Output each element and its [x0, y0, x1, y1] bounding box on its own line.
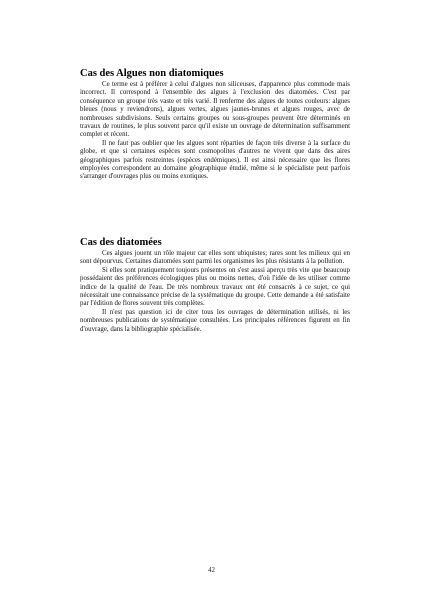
paragraph: Ces algues jouent un rôle majeur car elles sont ubiquistes; rares sont les milieux qui en sont dépourvus. Certaines diatomées sont parmi les organismes les plus résistants à la pollution.: [80, 250, 350, 266]
paragraph: Il n'est pas question ici de citer tous les ouvrages de détermination utilisés, ni les nombreuses publications de systématique consultées. Les principales références figurent en fin d'ouvrage, dans la bibliographie spécialisée.: [80, 308, 350, 333]
paragraph: Ce terme est à préférer à celui d'algues non siliceuses, d'apparence plus commode mais incorrect. Il correspond à l'ensemble des algues à l'exclusion des diatomées. C'est par conséquence un groupe très vaste et très varié. Il renferme des algues de toutes couleurs: algues bleues (nous y reviendrons), algues vertes, algues jaunes-brunes et algues rouges, avec de nombreuses subdivisions. Seuls certains groupes ou sous-groupes peuvent être déterminés en travaux de routines, le plus souvent parce qu'il existe un ouvrage de détermination suffisamment complet et récent.: [80, 81, 350, 139]
paragraph: Il ne faut pas oublier que les algues sont réparties de façon très diverse à la surface du globe, et que si certaines espèces sont cosmopolites d'autres ne vivent que dans des aires géographiques parfois restreintes (espèces endémiques). Il est ainsi nécessaire que les flores employées correspondent au domaine géographique étudié, même si le spécialiste peut parfois s'arranger d'ouvrages plus ou moins exotiques.: [80, 139, 350, 181]
section-diatomees: [80, 237, 350, 334]
section-title: Cas des Algues non diatomiques: [80, 68, 224, 79]
section-algues-non-diatomiques: [80, 68, 350, 182]
paragraph: Si elles sont pratiquement toujours présentes on s'est aussi aperçu très vite que beaucoup possédaient des préférences écologiques plus ou moins nettes, d'où l'idée de les utiliser comme indice de la qualité de l'eau. De très nombreux travaux ont été consacrés à ce sujet, ce qui nécessitait une connaissance précise de la systématique du groupe. Cette demande a été satisfaite par l'édition de flores souvent très complètes.: [80, 266, 350, 308]
section-title: Cas des diatomées: [80, 237, 162, 248]
page-number: 42: [208, 566, 215, 574]
